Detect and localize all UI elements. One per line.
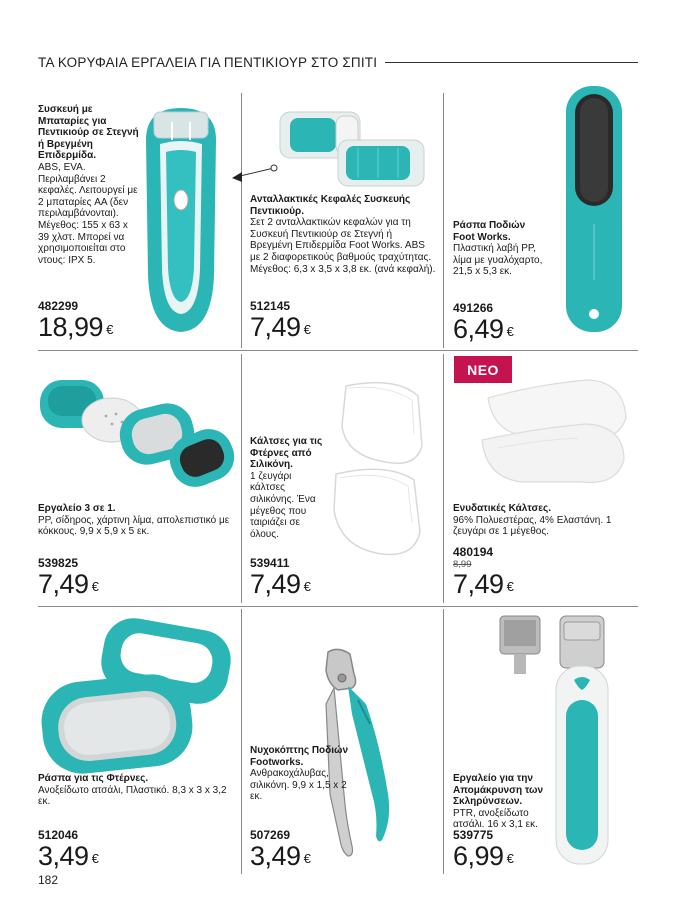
product-price <box>38 313 113 344</box>
price-value: 7,49 <box>38 569 89 599</box>
product-code: 482299 <box>38 299 79 313</box>
product-description <box>38 104 140 266</box>
product-code: 512145 <box>250 299 291 313</box>
product-code: 512046 <box>38 828 79 842</box>
page-number: 182 <box>38 873 59 887</box>
product-details: ABS, EVA. Περιλαμβάνει 2 κεφαλές. Λειτουργεί με 2 μπαταρίες AA (δεν περιλαμβάνονται). Μέγεθος: 155 x 63 x 39 χλστ. Μπορεί να χρησιμοποιείται στο ντους: IPX 5. <box>38 161 138 266</box>
page-title: ΤΑ ΚΟΡΥΦΑΙΑ ΕΡΓΑΛΕΙΑ ΓΙΑ ΠΕΝΤΙΚΙΟΥΡ ΣΤΟ ΣΠΙΤΙ <box>38 54 378 70</box>
foot-rasp-icon <box>560 84 630 336</box>
currency-symbol: € <box>91 579 99 594</box>
product-details: Ανθρακοχάλυβας, σιλικόνη. 9,9 x 1,5 x 2 εκ. <box>250 768 347 803</box>
currency-symbol: € <box>506 851 514 866</box>
currency-symbol: € <box>303 322 311 337</box>
product-name: Εργαλείο 3 σε 1. <box>38 503 116 514</box>
currency-symbol: € <box>303 579 311 594</box>
product-details: Πλαστική λαβή PP, λίμα με γυαλόχαρτο, 21,5 x 5,3 εκ. <box>453 243 543 278</box>
currency-symbol: € <box>91 851 99 866</box>
product-price <box>250 570 310 601</box>
product-description <box>453 220 548 278</box>
product-description <box>38 503 238 538</box>
product-details: PTR, ανοξείδωτο ατσάλι. 16 x 3,1 εκ. <box>453 807 538 831</box>
product-name: Ράσπα Ποδιών Foot Works. <box>453 220 526 243</box>
replacement-rollers-icon <box>228 100 438 200</box>
product-price <box>250 842 310 873</box>
product-details: 96% Πολυεστέρας, 4% Ελαστάνη. 1 ζευγάρι σε 1 μέγεθος. <box>453 514 612 538</box>
grid-divider <box>38 606 638 607</box>
new-badge: ΝΕΟ <box>454 356 512 383</box>
price-value: 7,49 <box>250 569 301 599</box>
callus-remover-icon <box>494 610 624 872</box>
product-details: Σετ 2 ανταλλακτικών κεφαλών για τη Συσκευή Πεντικιούρ σε Στεγνή ή Βρεγμένη Επιδερμίδα Foot Works. ABS με 2 διαφορετικούς βαθμούς τραχύτητας. Μέγεθος: 6,3 x 3,5 x 3,8 εκ. (ανά κεφαλή). <box>250 217 436 275</box>
currency-symbol: € <box>303 851 311 866</box>
product-code: 507269 <box>250 828 291 842</box>
product-name: Εργαλείο για την Απομάκρυνση των Σκληρύνσεων. <box>453 773 544 808</box>
product-name: Ανταλλακτικές Κεφαλές Συσκευής Πεντικιούρ. <box>250 194 411 217</box>
three-in-one-tool-icon <box>36 370 236 500</box>
product-description <box>453 773 561 831</box>
old-price: 8,99 <box>453 559 472 570</box>
product-code: 539775 <box>453 828 494 842</box>
currency-symbol: € <box>506 324 514 339</box>
product-description <box>250 745 360 803</box>
currency-symbol: € <box>106 322 113 337</box>
product-price <box>453 842 513 873</box>
product-description <box>250 194 436 275</box>
grid-divider <box>241 354 242 603</box>
product-details: 1 ζευγάρι κάλτσες σιλικόνης. Ένα μέγεθος που ταιριάζει σε όλους. <box>250 470 316 540</box>
grid-divider <box>443 93 444 348</box>
product-name: Κάλτσες για τις Φτέρνες από Σιλικόνη. <box>250 436 323 471</box>
product-name: Ράσπα για τις Φτέρνες. <box>38 773 149 784</box>
currency-symbol: € <box>506 579 514 594</box>
product-description <box>250 436 328 540</box>
grid-divider <box>38 350 638 351</box>
product-code: 480194 <box>453 545 494 559</box>
grid-divider <box>443 354 444 603</box>
product-price <box>453 315 513 346</box>
product-name: Συσκευή με Μπαταρίες για Πεντικιούρ σε Στεγνή ή Βρεγμένη Επιδερμίδα. <box>38 104 139 162</box>
grid-divider <box>443 609 444 874</box>
product-price <box>38 570 98 601</box>
product-name: Νυχοκόπτης Ποδιών Footworks. <box>250 745 349 768</box>
product-description <box>38 773 238 808</box>
price-value: 7,49 <box>453 569 504 599</box>
header-rule <box>385 62 638 63</box>
price-value: 18,99 <box>38 312 104 342</box>
product-code: 539411 <box>250 556 290 570</box>
moisturizing-socks-icon <box>478 378 638 498</box>
price-value: 7,49 <box>250 312 301 342</box>
electric-foot-file-icon <box>126 100 236 340</box>
product-price <box>250 313 310 344</box>
product-details: PP, σίδηρος, χάρτινη λίμα, απολεπιστικό με κόκκους. 9,9 x 5,9 x 5 εκ. <box>38 514 230 538</box>
heel-rasp-icon <box>40 618 236 770</box>
silicone-heel-socks-icon <box>326 376 436 576</box>
price-value: 3,49 <box>250 841 301 871</box>
product-price <box>453 570 513 601</box>
product-name: Ενυδατικές Κάλτσες. <box>453 503 552 514</box>
page-header <box>38 52 638 72</box>
product-code: 491266 <box>453 301 494 315</box>
price-value: 3,49 <box>38 841 89 871</box>
product-code: 539825 <box>38 556 79 570</box>
product-details: Ανοξείδωτο ατσάλι, Πλαστικό. 8,3 x 3 x 3,2 εκ. <box>38 784 227 808</box>
price-value: 6,99 <box>453 841 504 871</box>
product-price <box>38 842 98 873</box>
price-value: 6,49 <box>453 314 504 344</box>
product-description <box>453 503 643 538</box>
grid-divider <box>241 609 242 874</box>
